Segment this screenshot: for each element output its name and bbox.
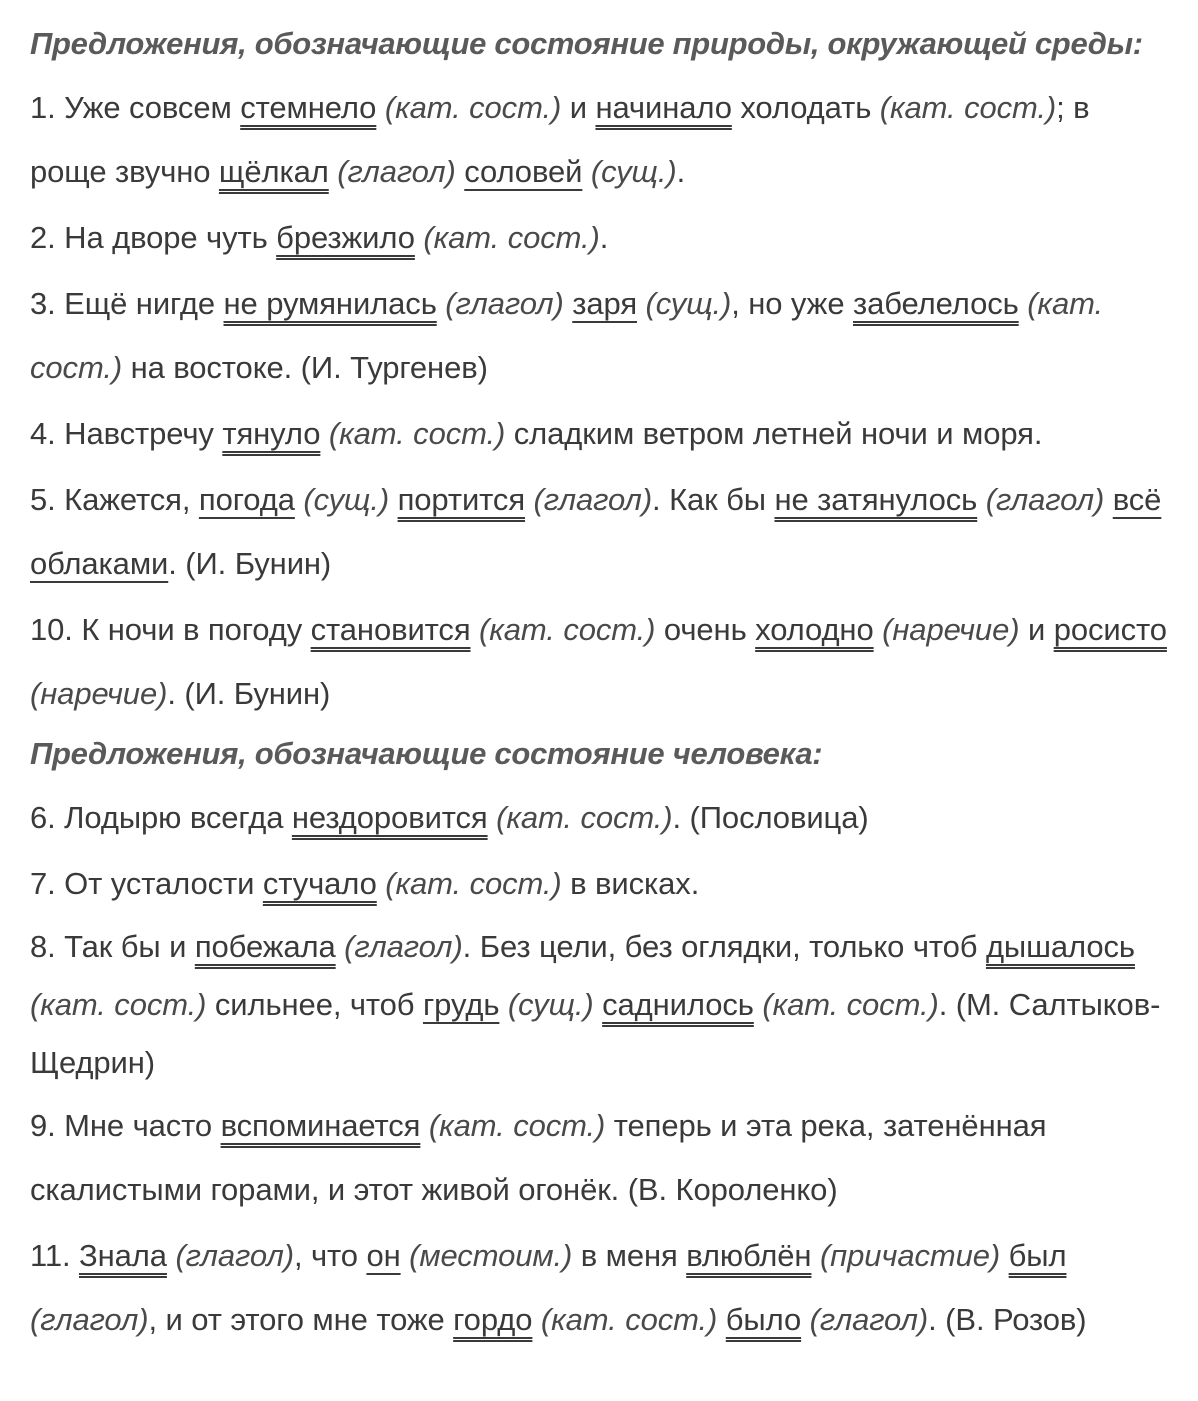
underlined-predicate: дышалось <box>985 929 1135 964</box>
sentence-text: на востоке. (И. Тургенев) <box>122 350 488 385</box>
grammar-note: (глагол) <box>337 154 456 189</box>
grammar-note: (кат. сост.) <box>879 90 1057 125</box>
grammar-note: (кат. сост.) <box>30 286 1103 385</box>
sentence-text <box>389 482 398 517</box>
underlined-predicate: не затянулось <box>774 482 978 517</box>
sentence-text: Так бы и <box>64 929 195 964</box>
heading-nature: Предложения, обозначающие состояние природы, окружающей среды: <box>30 26 1143 61</box>
sentence-2 <box>30 206 1168 270</box>
heading-person: Предложения, обозначающие состояние человека: <box>30 736 823 771</box>
underlined-predicate: брезжило <box>276 220 415 255</box>
sentence-text: . (Пословица) <box>672 800 869 835</box>
sentence-8 <box>30 918 1168 1092</box>
sentence-text: . <box>676 154 686 189</box>
sentence-text: Лодырю всегда <box>64 800 292 835</box>
grammar-note: (сущ.) <box>590 154 677 189</box>
sentence-text <box>377 866 386 901</box>
sentence-11 <box>30 1224 1168 1352</box>
sentence-text: От усталости <box>64 866 263 901</box>
sentence-text: сильнее, чтоб <box>206 987 423 1022</box>
sentence-text: Навстречу <box>64 416 223 451</box>
sentence-text <box>637 286 646 321</box>
sentence-text <box>811 1238 820 1273</box>
underlined-predicate: стучало <box>262 866 377 901</box>
sentence-text <box>471 612 480 647</box>
sentence-text <box>1019 286 1028 321</box>
sentence-7 <box>30 852 1168 916</box>
underlined-predicate: портится <box>397 482 526 517</box>
grammar-note: (местоим.) <box>409 1238 573 1273</box>
sentence-text <box>801 1302 810 1337</box>
sentence-9 <box>30 1094 1168 1222</box>
sentence-text <box>1000 1238 1009 1273</box>
sentence-number: 2. <box>30 220 65 255</box>
sentence-number: 1. <box>30 90 65 125</box>
sentence-text: Кажется, <box>64 482 199 517</box>
sentence-text <box>525 482 534 517</box>
sentence-text <box>594 987 603 1022</box>
sentence-text <box>320 416 329 451</box>
sentence-text <box>499 987 508 1022</box>
underlined-predicate: вспоминается <box>220 1108 421 1143</box>
grammar-note: (глагол) <box>445 286 564 321</box>
sentence-text <box>401 1238 410 1273</box>
sentence-text: и <box>1019 612 1054 647</box>
sentence-text <box>874 612 883 647</box>
underlined-subject: грудь <box>422 987 500 1022</box>
underlined-subject: он <box>366 1238 401 1273</box>
underlined-predicate: начинало <box>595 90 732 125</box>
underlined-subject: погода <box>198 482 295 517</box>
underlined-subject: соловей <box>464 154 583 189</box>
underlined-predicate: побежала <box>194 929 336 964</box>
underlined-predicate: тянуло <box>222 416 321 451</box>
sentence-text: очень <box>655 612 756 647</box>
sentence-text: и <box>561 90 596 125</box>
sentence-4 <box>30 402 1168 466</box>
underlined-predicate: нездоровится <box>291 800 488 835</box>
sentence-6 <box>30 786 1168 850</box>
grammar-note: (кат. сост.) <box>30 987 207 1022</box>
sentence-text: теперь и эта река, затенённая скалистыми горами, и этот живой огонёк. (В. Короленко) <box>30 1108 1047 1207</box>
grammar-note: (кат. сост.) <box>479 612 656 647</box>
underlined-predicate: был <box>1008 1238 1067 1273</box>
underlined-predicate: холодно <box>755 612 874 647</box>
sentence-text <box>1104 482 1113 517</box>
sentence-text <box>717 1302 726 1337</box>
sentence-number: 4. <box>30 416 65 451</box>
sentence-number: 6. <box>30 800 65 835</box>
sentence-text <box>329 154 338 189</box>
sentence-number: 10. <box>30 612 82 647</box>
sentence-text: . (В. Розов) <box>928 1302 1087 1337</box>
sentence-text: сладким ветром летней ночи и моря. <box>505 416 1043 451</box>
sentence-text: Ещё нигде <box>64 286 224 321</box>
sentence-text: , и от этого мне тоже <box>148 1302 454 1337</box>
sentence-text <box>977 482 986 517</box>
sentence-text <box>376 90 385 125</box>
grammar-note: (глагол) <box>344 929 463 964</box>
sentence-number: 8. <box>30 929 65 964</box>
grammar-note: (кат. сост.) <box>423 220 600 255</box>
sentence-text: . Без цели, без оглядки, только чтоб <box>462 929 986 964</box>
sentence-text <box>336 929 345 964</box>
sentence-text: . (И. Бунин) <box>167 676 331 711</box>
grammar-note: (причастие) <box>819 1238 1001 1273</box>
underlined-predicate: влюблён <box>686 1238 812 1273</box>
grammar-note: (кат. сост.) <box>328 416 506 451</box>
underlined-predicate: забелелось <box>852 286 1019 321</box>
grammar-note: (кат. сост.) <box>496 800 673 835</box>
grammar-note: (кат. сост.) <box>762 987 939 1022</box>
grammar-note: (кат. сост.) <box>540 1302 718 1337</box>
sentence-number: 3. <box>30 286 65 321</box>
grammar-note: (кат. сост.) <box>384 90 562 125</box>
underlined-predicate: не румянилась <box>223 286 437 321</box>
sentence-number: 9. <box>30 1108 65 1143</box>
underlined-predicate: становится <box>310 612 471 647</box>
grammar-note: (сущ.) <box>303 482 390 517</box>
grammar-note: (кат. сост.) <box>385 866 562 901</box>
sentence-text: . <box>599 220 609 255</box>
sentence-text: в меня <box>572 1238 687 1273</box>
grammar-note: (глагол) <box>809 1302 929 1337</box>
sentence-text <box>437 286 446 321</box>
underlined-predicate: росисто <box>1053 612 1167 647</box>
sentence-text: , но уже <box>731 286 853 321</box>
sentence-number: 7. <box>30 866 65 901</box>
underlined-predicate: щёлкал <box>218 154 329 189</box>
sentence-text <box>582 154 591 189</box>
grammar-note: (сущ.) <box>507 987 594 1022</box>
sentence-number: 5. <box>30 482 65 517</box>
sentence-text: К ночи в погоду <box>81 612 311 647</box>
sentence-5 <box>30 468 1168 596</box>
grammar-note: (сущ.) <box>645 286 732 321</box>
grammar-note: (наречие) <box>30 676 168 711</box>
grammar-note: (глагол) <box>985 482 1105 517</box>
sentence-text <box>456 154 465 189</box>
underlined-predicate: саднилось <box>602 987 754 1022</box>
sentence-text <box>532 1302 541 1337</box>
sentence-10 <box>30 598 1168 726</box>
sentence-3 <box>30 272 1168 400</box>
sentence-text: Уже совсем <box>64 90 241 125</box>
underlined-predicate: было <box>725 1302 802 1337</box>
sentence-text: . (М. Салтыков-Щедрин) <box>30 987 1161 1080</box>
sentence-number: 11. <box>30 1238 80 1273</box>
grammar-note: (глагол) <box>175 1238 294 1273</box>
sentence-text: . Как бы <box>652 482 775 517</box>
sentence-text: . (И. Бунин) <box>168 546 332 581</box>
underlined-subject: заря <box>572 286 638 321</box>
underlined-predicate: гордо <box>453 1302 533 1337</box>
sentence-text: в висках. <box>561 866 700 901</box>
sentence-text <box>488 800 497 835</box>
underlined-subject: всё облаками <box>30 482 1162 581</box>
sentence-text: холодать <box>731 90 880 125</box>
underlined-predicate: стемнело <box>240 90 377 125</box>
sentence-text: ; в роще звучно <box>30 90 1090 189</box>
grammar-note: (глагол) <box>533 482 653 517</box>
grammar-note: (глагол) <box>30 1302 149 1337</box>
sentence-1 <box>30 76 1168 204</box>
sentence-text <box>420 1108 429 1143</box>
grammar-note: (кат. сост.) <box>428 1108 606 1143</box>
sentence-text: , что <box>293 1238 367 1273</box>
sentence-text: На дворе чуть <box>64 220 277 255</box>
sentence-text <box>564 286 573 321</box>
underlined-predicate: Знала <box>79 1238 167 1273</box>
sentence-text: Мне часто <box>64 1108 221 1143</box>
grammar-note: (наречие) <box>882 612 1020 647</box>
